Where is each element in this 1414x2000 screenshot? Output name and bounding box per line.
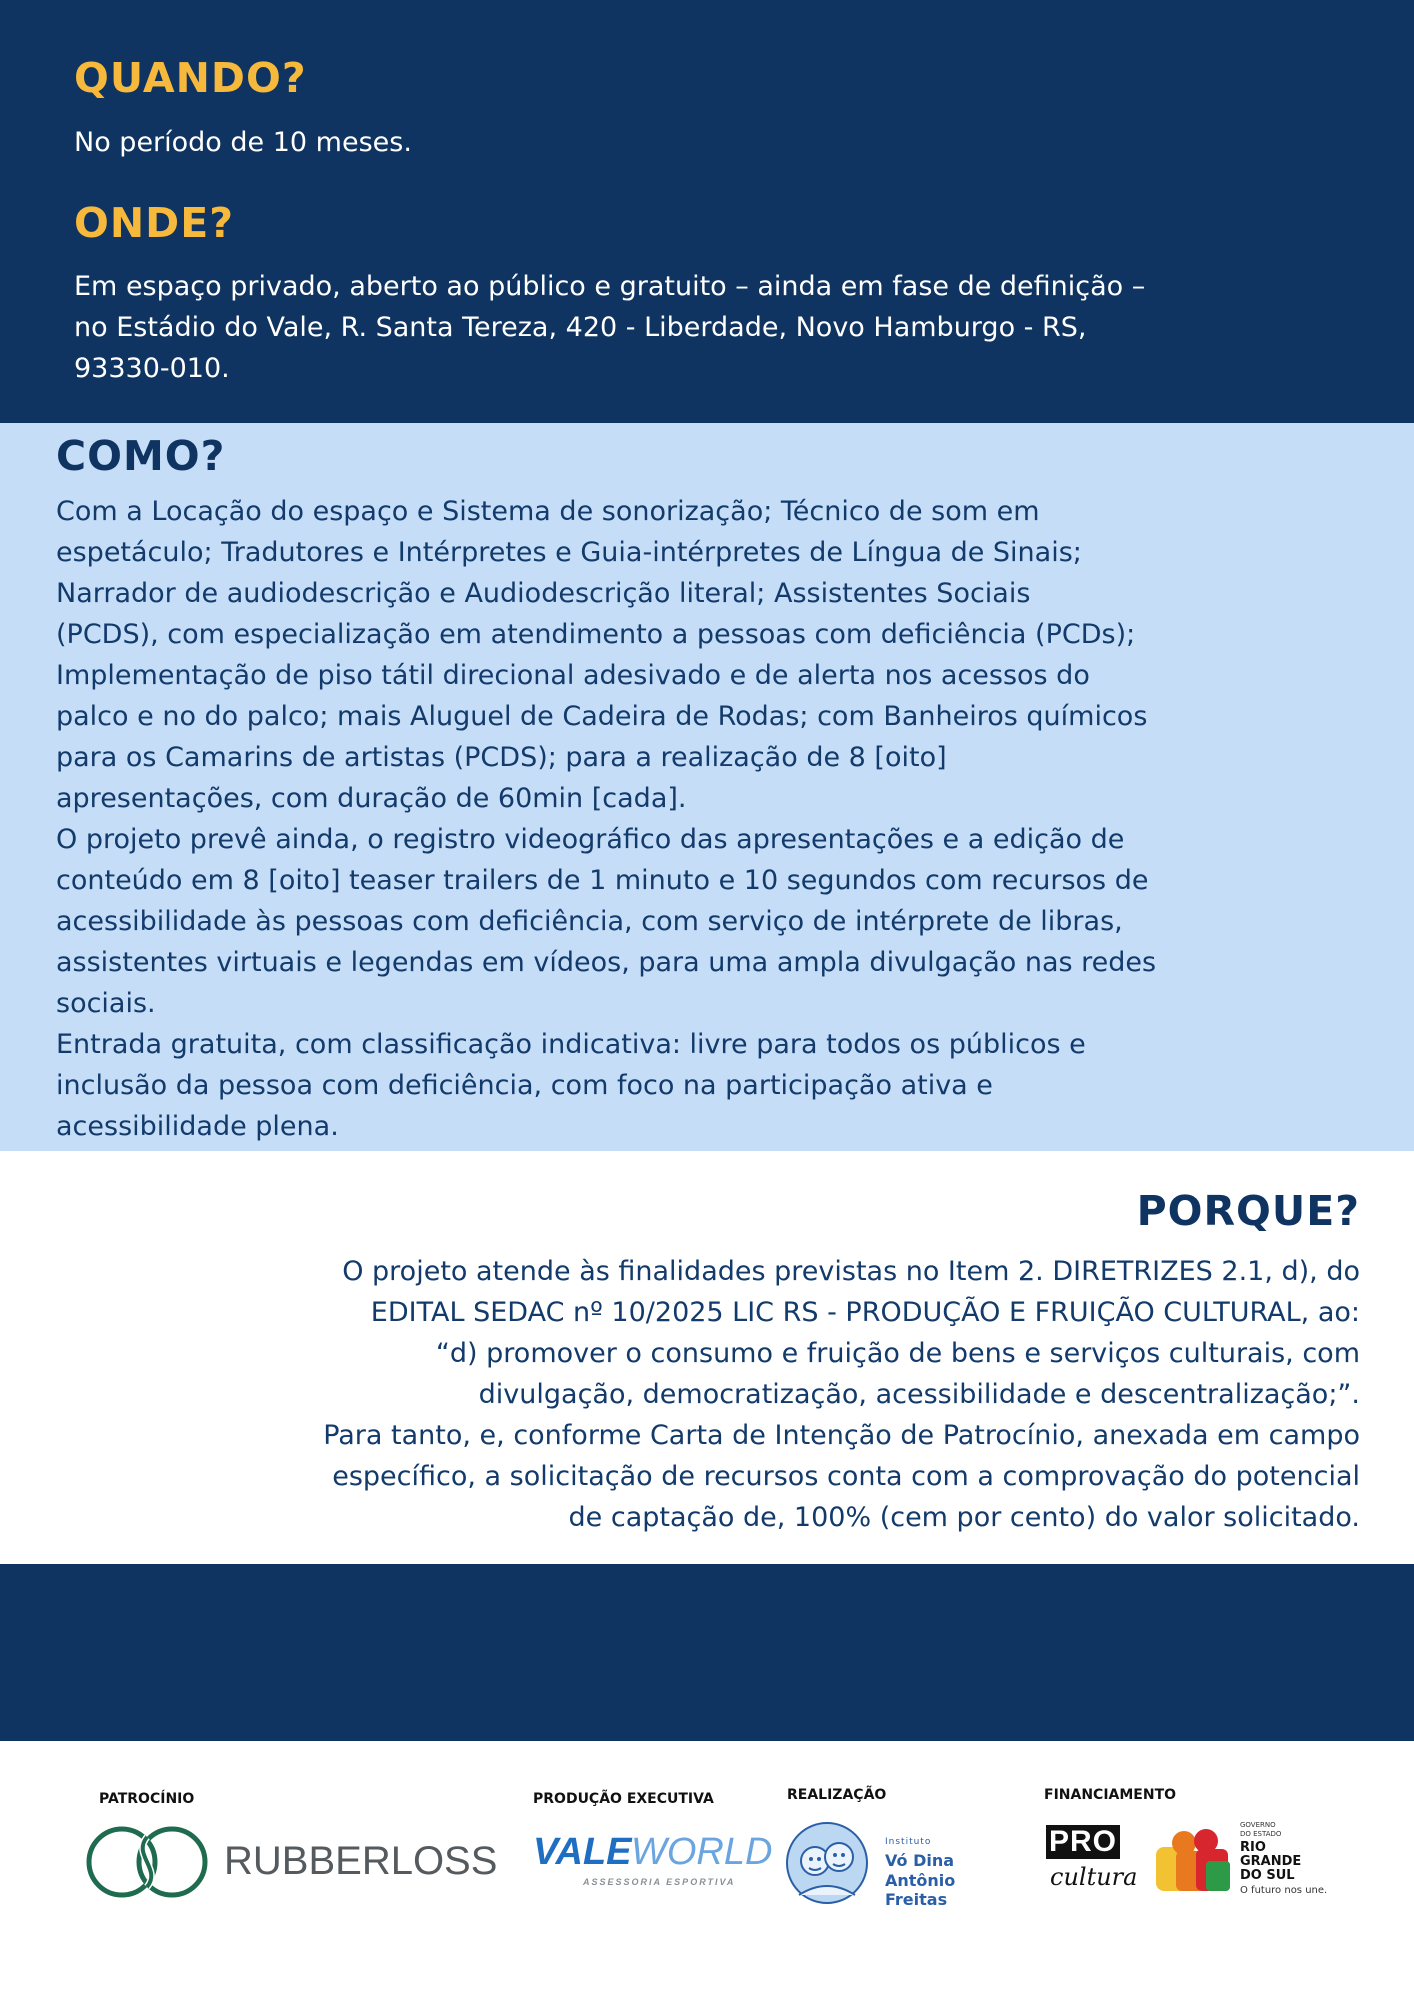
onde-text: [74, 266, 1145, 389]
gov-rio: RIO: [1240, 1840, 1266, 1855]
quando-onde-section: [0, 0, 1414, 423]
quando-text: No período de 10 meses.: [74, 127, 412, 158]
cultura-wordmark: cultura: [1050, 1863, 1138, 1891]
instituto-line1: Vó Dina: [885, 1851, 955, 1870]
gov-slogan: O futuro nos une.: [1240, 1885, 1328, 1896]
como-text: [56, 491, 1156, 1147]
como-line: sociais.: [56, 988, 156, 1019]
porque-heading: PORQUE?: [1136, 1187, 1360, 1235]
rs-figures-icon: [1154, 1827, 1234, 1897]
como-line: assistentes virtuais e legendas em vídeos, para uma ampla divulgação nas redes: [56, 947, 1157, 978]
pro-cultura-logo: [1046, 1825, 1136, 1905]
financiamento-label: FINANCIAMENTO: [1044, 1787, 1177, 1803]
rubberloss-wordmark: RUBBERLOSS: [224, 1839, 498, 1883]
como-line: apresentações, com duração de 60min [cada].: [56, 783, 687, 814]
porque-line: EDITAL SEDAC nº 10/2025 LIC RS - PRODUÇÃO E FRUIÇÃO CULTURAL, ao:: [370, 1297, 1360, 1328]
producao-label: PRODUÇÃO EXECUTIVA: [533, 1791, 714, 1807]
valeworld-logo: [533, 1831, 773, 1897]
onde-line: no Estádio do Vale, R. Santa Tereza, 420 - Liberdade, Novo Hamburgo - RS,: [74, 312, 1087, 343]
como-line: Implementação de piso tátil direcional adesivado e de alerta nos acessos do: [56, 660, 1090, 691]
sponsors-footer: [0, 1741, 1414, 2000]
como-heading: COMO?: [56, 432, 226, 480]
instituto-small: Instituto: [885, 1837, 932, 1847]
gov-small2: DO ESTADO: [1240, 1830, 1282, 1838]
porque-line: específico, a solicitação de recursos conta com a comprovação do potencial: [332, 1461, 1360, 1492]
como-line: para os Camarins de artistas (PCDS); para a realização de 8 [oito]: [56, 742, 947, 773]
governo-rs-logo: [1154, 1821, 1344, 1905]
quando-heading: QUANDO?: [74, 54, 307, 102]
como-line: Com a Locação do espaço e Sistema de sonorização; Técnico de som em: [56, 496, 1040, 527]
como-line: (PCDS), com especialização em atendimento a pessoas com deficiência (PCDs);: [56, 619, 1136, 650]
decorative-band: [0, 1564, 1414, 1741]
como-line: O projeto prevê ainda, o registro videográfico das apresentações e a edição de: [56, 824, 1125, 855]
porque-text: [60, 1251, 1360, 1538]
como-line: palco e no do palco; mais Aluguel de Cadeira de Rodas; com Banheiros químicos: [56, 701, 1148, 732]
como-line: inclusão da pessoa com deficiência, com foco na participação ativa e: [56, 1070, 993, 1101]
rubberloss-mark-icon: [84, 1825, 210, 1899]
como-line: acessibilidade plena.: [56, 1111, 339, 1142]
valeworld-world: WORLD: [631, 1831, 773, 1873]
instituto-logo: [785, 1819, 1015, 1909]
gov-dosul: DO SUL: [1240, 1868, 1295, 1883]
porque-section: [0, 1151, 1414, 1564]
como-line: Entrada gratuita, com classificação indicativa: livre para todos os públicos e: [56, 1029, 1086, 1060]
realizacao-label: REALIZAÇÃO: [787, 1787, 887, 1803]
porque-line: O projeto atende às finalidades previstas no Item 2. DIRETRIZES 2.1, d), do: [342, 1256, 1360, 1287]
gov-grande: GRANDE: [1240, 1854, 1302, 1869]
rubberloss-logo: [84, 1825, 514, 1899]
como-line: acessibilidade às pessoas com deficiência, com serviço de intérprete de libras,: [56, 906, 1123, 937]
porque-line: divulgação, democratização, acessibilidade e descentralização;”.: [478, 1379, 1360, 1410]
onde-heading: ONDE?: [74, 199, 234, 247]
porque-line: “d) promover o consumo e fruição de bens e serviços culturais, com: [435, 1338, 1360, 1369]
instituto-line2: Antônio Freitas: [885, 1871, 956, 1909]
como-line: Narrador de audiodescrição e Audiodescrição literal; Assistentes Sociais: [56, 578, 1031, 609]
como-section: [0, 423, 1414, 1151]
porque-line: Para tanto, e, conforme Carta de Intenção de Patrocínio, anexada em campo: [323, 1420, 1360, 1451]
onde-line: Em espaço privado, aberto ao público e gratuito – ainda em fase de definição –: [74, 271, 1146, 302]
gov-small1: GOVERNO: [1240, 1821, 1276, 1829]
como-line: espetáculo; Tradutores e Intérpretes e Guia-intérpretes de Língua de Sinais;: [56, 537, 1082, 568]
grandparents-illustration-icon: [785, 1821, 869, 1905]
como-line: conteúdo em 8 [oito] teaser trailers de 1 minuto e 10 segundos com recursos de: [56, 865, 1149, 896]
patrocinio-label: PATROCÍNIO: [99, 1791, 195, 1807]
porque-line: de captação de, 100% (cem por cento) do valor solicitado.: [568, 1502, 1360, 1533]
pro-wordmark: PRO: [1046, 1825, 1120, 1859]
valeworld-vale: VALE: [533, 1831, 632, 1873]
onde-line: 93330-010.: [74, 353, 230, 384]
valeworld-subtitle: ASSESSORIA ESPORTIVA: [583, 1877, 736, 1887]
